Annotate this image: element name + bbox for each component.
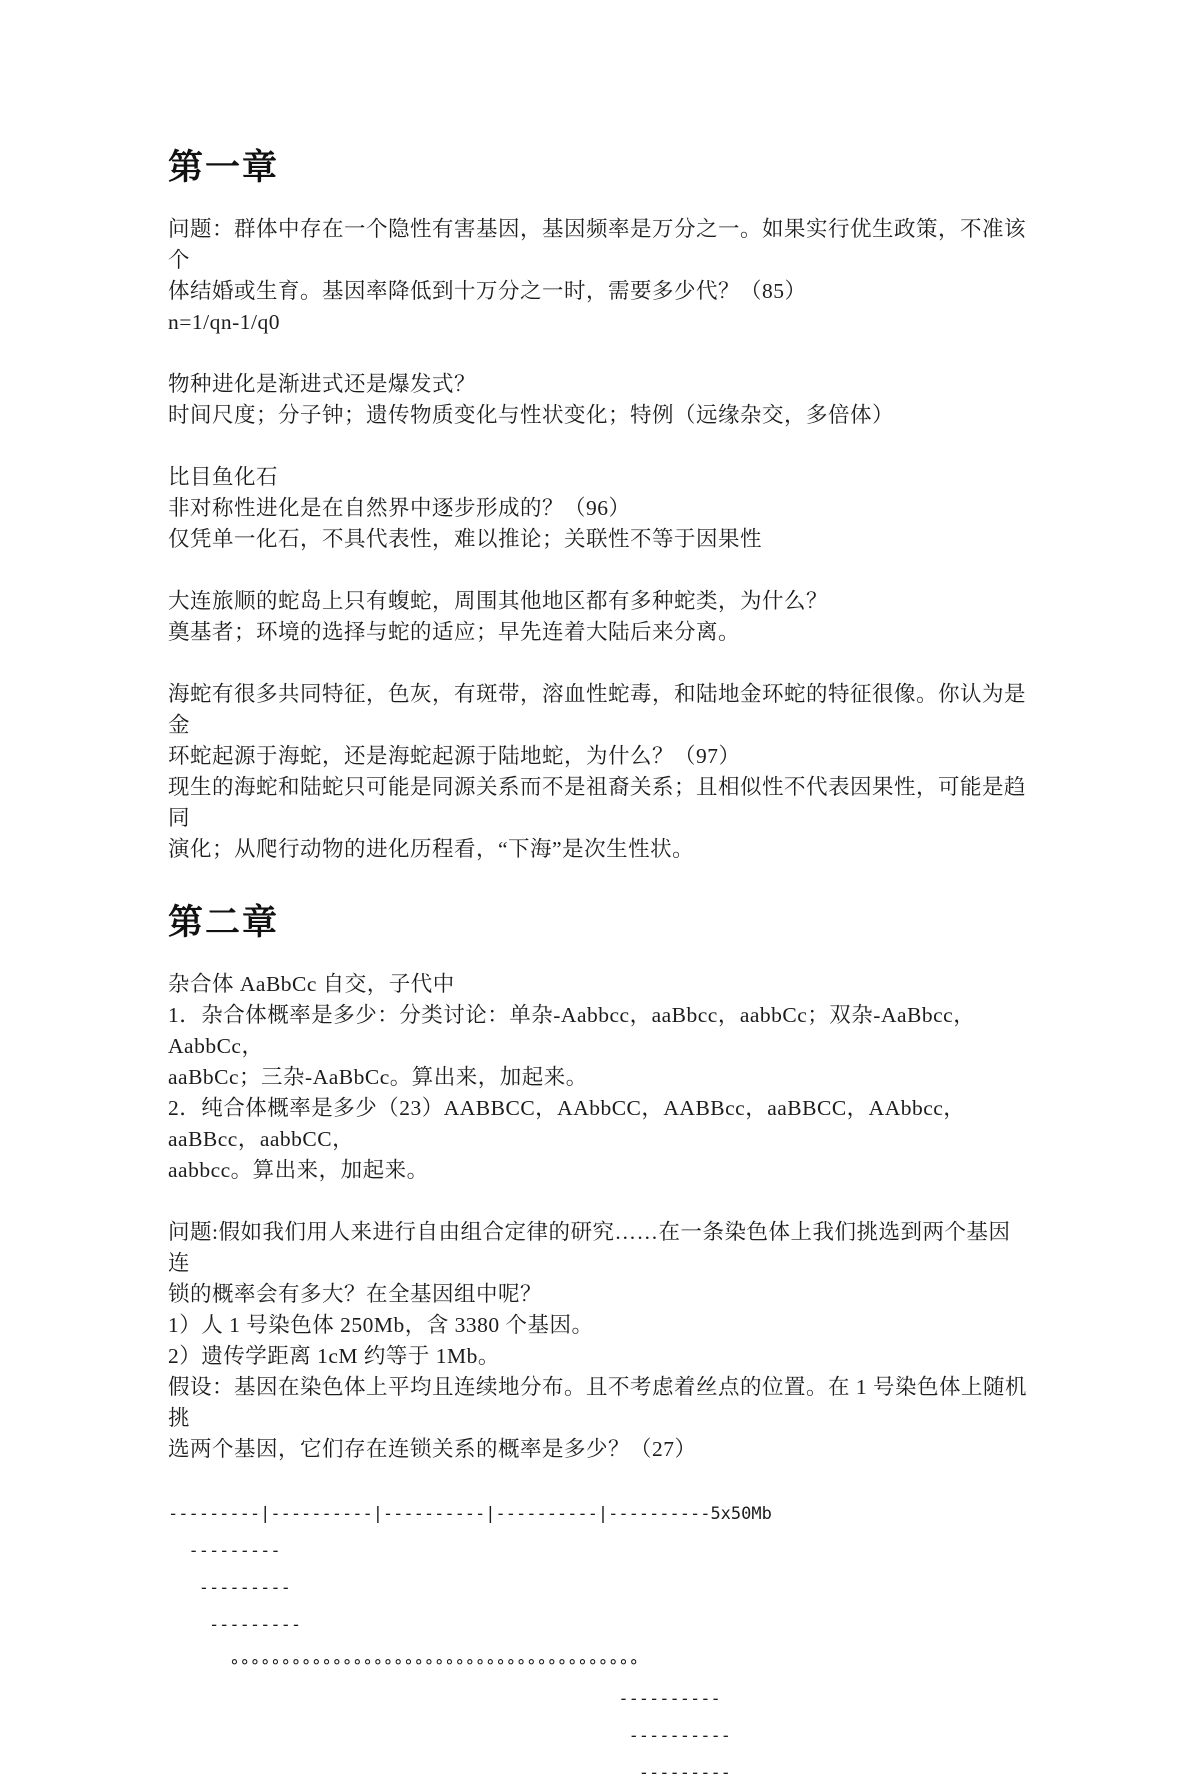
- text-line: 问题：群体中存在一个隐性有害基因，基因频率是万分之一。如果实行优生政策，不准该个: [168, 217, 1027, 272]
- text-line: 1）人 1 号染色体 250Mb，含 3380 个基因。: [168, 1313, 594, 1337]
- diagram-line: ---------: [168, 1541, 281, 1561]
- diagram-line: ---------|----------|----------|----------|----------5x50Mb: [168, 1504, 772, 1524]
- paragraph: [168, 679, 1030, 865]
- ascii-diagram: [168, 1496, 1030, 1792]
- text-line: 问题:假如我们用人来进行自由组合定律的研究……在一条染色体上我们挑选到两个基因连: [168, 1220, 1011, 1275]
- paragraph: [168, 1217, 1030, 1465]
- section-heading: 第一章: [168, 147, 280, 188]
- text-line: aabbcc。算出来，加起来。: [168, 1158, 429, 1182]
- text-line: 奠基者；环境的选择与蛇的适应；早先连着大陆后来分离。: [168, 620, 741, 644]
- text-line: 现生的海蛇和陆蛇只可能是同源关系而不是祖裔关系；且相似性不代表因果性，可能是趋同: [168, 775, 1027, 830]
- diagram-line: ----------: [168, 1726, 731, 1746]
- diagram-line: ----------: [168, 1689, 721, 1709]
- paragraph: [168, 369, 1030, 431]
- text-line: 杂合体 AaBbCc 自交，子代中: [168, 972, 455, 996]
- text-line: 比目鱼化石: [168, 465, 279, 489]
- text-line: 2．纯合体概率是多少（23）AABBCC，AAbbCC，AABBcc，aaBBCC，AAbbcc，aaBBcc，aabbCC，: [168, 1096, 966, 1151]
- diagram-line: ---------: [168, 1763, 731, 1783]
- text-line: 物种进化是渐进式还是爆发式？: [168, 372, 477, 396]
- text-line: 大连旅顺的蛇岛上只有蝮蛇，周围其他地区都有多种蛇类，为什么？: [168, 589, 829, 613]
- text-line: 仅凭单一化石，不具代表性，难以推论；关联性不等于因果性: [168, 527, 763, 551]
- paragraph: [168, 586, 1030, 648]
- text-line: n=1/qn-1/q0: [168, 310, 280, 334]
- text-line: 1．杂合体概率是多少：分类讨论：单杂-Aabbcc，aaBbcc，aabbCc；双杂-AaBbcc，AabbCc，: [168, 1003, 976, 1058]
- text-line: 假设：基因在染色体上平均且连续地分布。且不考虑着丝点的位置。在 1 号染色体上随机挑: [168, 1375, 1028, 1430]
- text-line: 环蛇起源于海蛇，还是海蛇起源于陆地蛇，为什么？（97）: [168, 744, 741, 768]
- text-line: 体结婚或生育。基因率降低到十万分之一时，需要多少代？（85）: [168, 279, 807, 303]
- paragraph: [168, 214, 1030, 338]
- diagram-line: ---------: [168, 1578, 291, 1598]
- text-line: aaBbCc；三杂-AaBbCc。算出来，加起来。: [168, 1065, 588, 1089]
- section-heading: 第二章: [168, 902, 280, 943]
- text-line: 选两个基因，它们存在连锁关系的概率是多少？（27）: [168, 1437, 697, 1461]
- text-line: 演化；从爬行动物的进化历程看，“下海”是次生性状。: [168, 837, 695, 861]
- diagram-line: ∘∘∘∘∘∘∘∘∘∘∘∘∘∘∘∘∘∘∘∘∘∘∘∘∘∘∘∘∘∘∘∘∘∘∘∘∘∘∘∘: [168, 1652, 639, 1672]
- text-line: 锁的概率会有多大？在全基因组中呢？: [168, 1282, 543, 1306]
- text-line: 海蛇有很多共同特征，色灰，有斑带，溶血性蛇毒，和陆地金环蛇的特征很像。你认为是金: [168, 682, 1027, 737]
- text-line: 时间尺度；分子钟；遗传物质变化与性状变化；特例（远缘杂交，多倍体）: [168, 403, 895, 427]
- diagram-line: ---------: [168, 1615, 302, 1635]
- paragraph: [168, 462, 1030, 555]
- text-line: 2）遗传学距离 1cM 约等于 1Mb。: [168, 1344, 500, 1368]
- text-line: 非对称性进化是在自然界中逐步形成的？（96）: [168, 496, 631, 520]
- paragraph: [168, 969, 1030, 1186]
